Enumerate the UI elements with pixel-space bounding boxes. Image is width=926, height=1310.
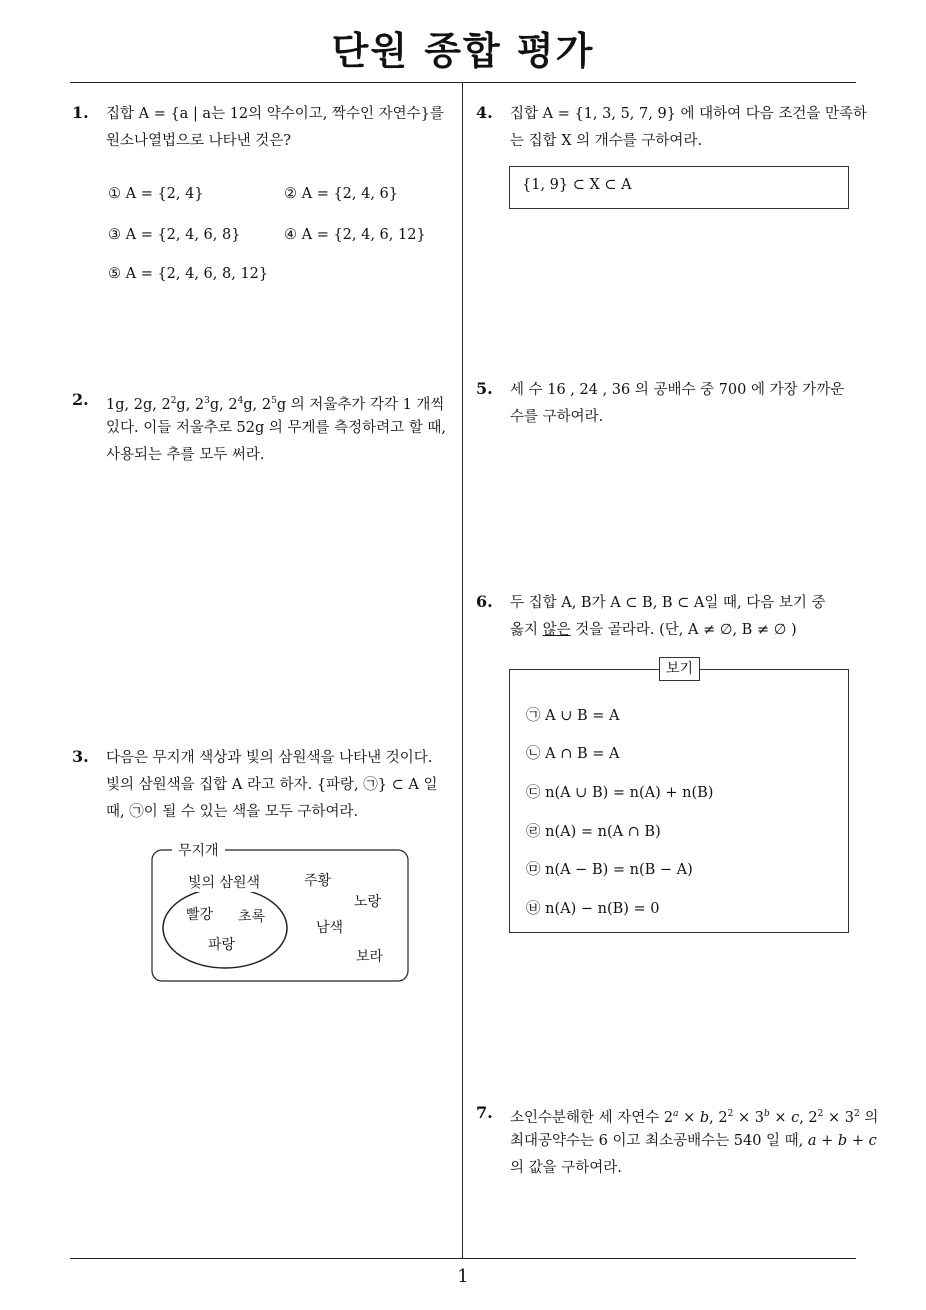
choice-5[interactable]: ⑤ A = {2, 4, 6, 8, 12} bbox=[108, 266, 269, 282]
question-text-line: 는 집합 X 의 개수를 구하여라. bbox=[510, 133, 703, 149]
outer-color: 남색 bbox=[316, 920, 344, 936]
condition-text: {1, 9} ⊂ X ⊂ A bbox=[522, 177, 632, 193]
question-text-line: 빛의 삼원색을 집합 A 라고 하자. {파랑, ㉠} ⊂ A 일 bbox=[106, 777, 438, 793]
question-text-line: 있다. 이들 저울추로 52g 의 무게를 측정하려고 할 때, bbox=[106, 420, 446, 436]
question-text-line: 수를 구하여라. bbox=[510, 409, 604, 425]
question-text-line: 두 집합 A, B가 A ⊂ B, B ⊂ A일 때, 다음 보기 중 bbox=[510, 595, 826, 611]
page-number: 1 bbox=[457, 1266, 469, 1287]
text-segment: 것을 골라라. (단, A ≠ ∅, B ≠ ∅ ) bbox=[570, 622, 797, 638]
question-text-line: 집합 A = {a | a는 12의 약수이고, 짝수인 자연수}를 bbox=[106, 106, 444, 122]
venn-diagram bbox=[150, 840, 410, 985]
question-number: 3. bbox=[72, 747, 89, 766]
question-text-line: 소인수분해한 세 자연수 $2^a \times b$, $2^2 \times 3^b \times c$, $2^2 \times 3^2$ 의 bbox=[510, 1109, 879, 1126]
condition-box bbox=[509, 166, 849, 209]
question-number: 4. bbox=[476, 103, 493, 122]
bogi-item: ㉡ A ∩ B = A bbox=[526, 746, 620, 762]
choice-1[interactable]: ① A = {2, 4} bbox=[108, 186, 204, 202]
bogi-item: ㉢ n(A ∪ B) = n(A) + n(B) bbox=[526, 785, 714, 801]
question-text-line: 때, ㉠이 될 수 있는 색을 모두 구하여라. bbox=[106, 804, 359, 820]
bogi-item: ㉣ n(A) = n(A ∩ B) bbox=[526, 824, 661, 840]
underlined-word: 않은 bbox=[542, 622, 571, 638]
question-number: 5. bbox=[476, 379, 493, 398]
page-title: 단원 종합 평가 bbox=[331, 29, 595, 73]
text-segment: 옳지 bbox=[510, 622, 543, 638]
question-text-line: 집합 A = {1, 3, 5, 7, 9} 에 대하여 다음 조건을 만족하 bbox=[510, 106, 868, 122]
question-text-line: 최대공약수는 6 이고 최소공배수는 540 일 때, a + b + c bbox=[510, 1133, 877, 1149]
choice-2[interactable]: ② A = {2, 4, 6} bbox=[284, 186, 399, 202]
choice-4[interactable]: ④ A = {2, 4, 6, 12} bbox=[284, 227, 426, 243]
question-number: 2. bbox=[72, 390, 89, 409]
question-text-line bbox=[510, 617, 797, 644]
bottom-rule bbox=[70, 1258, 856, 1259]
question-number: 7. bbox=[476, 1103, 493, 1122]
question-text-line: 사용되는 추를 모두 써라. bbox=[106, 447, 265, 463]
question-text-line: 원소나열법으로 나타낸 것은? bbox=[106, 133, 292, 149]
outer-color: 주황 bbox=[304, 873, 332, 889]
top-rule bbox=[70, 82, 856, 83]
outer-set-label: 무지개 bbox=[172, 840, 225, 862]
bogi-item: ㉠ A ∪ B = A bbox=[526, 708, 620, 724]
outer-color: 보라 bbox=[356, 949, 384, 965]
question-number: 6. bbox=[476, 592, 493, 611]
bogi-item: ㉤ n(A − B) = n(B − A) bbox=[526, 862, 693, 878]
bogi-item: ㉥ n(A) − n(B) = 0 bbox=[526, 901, 660, 917]
question-text-line: 세 수 16 , 24 , 36 의 공배수 중 700 에 가장 가까운 bbox=[510, 382, 845, 398]
column-divider bbox=[462, 82, 463, 1258]
bogi-label: 보기 bbox=[659, 657, 700, 681]
inner-color: 빨강 bbox=[186, 907, 214, 923]
outer-color: 노랑 bbox=[354, 894, 382, 910]
inner-color: 초록 bbox=[238, 909, 266, 925]
inner-set-label: 빛의 삼원색 bbox=[188, 872, 260, 892]
choice-3[interactable]: ③ A = {2, 4, 6, 8} bbox=[108, 227, 241, 243]
question-text-line: 다음은 무지개 색상과 빛의 삼원색을 나타낸 것이다. bbox=[106, 750, 433, 766]
question-text-line: 1g, 2g, $2^2g$, $2^3g$, $2^4g$, $2^5g$ 의 저울추가 각각 1 개씩 bbox=[106, 396, 445, 413]
question-text-line: 의 값을 구하여라. bbox=[510, 1160, 622, 1176]
bogi-box bbox=[509, 661, 849, 933]
question-number: 1. bbox=[72, 103, 89, 122]
inner-color: 파랑 bbox=[208, 937, 236, 953]
